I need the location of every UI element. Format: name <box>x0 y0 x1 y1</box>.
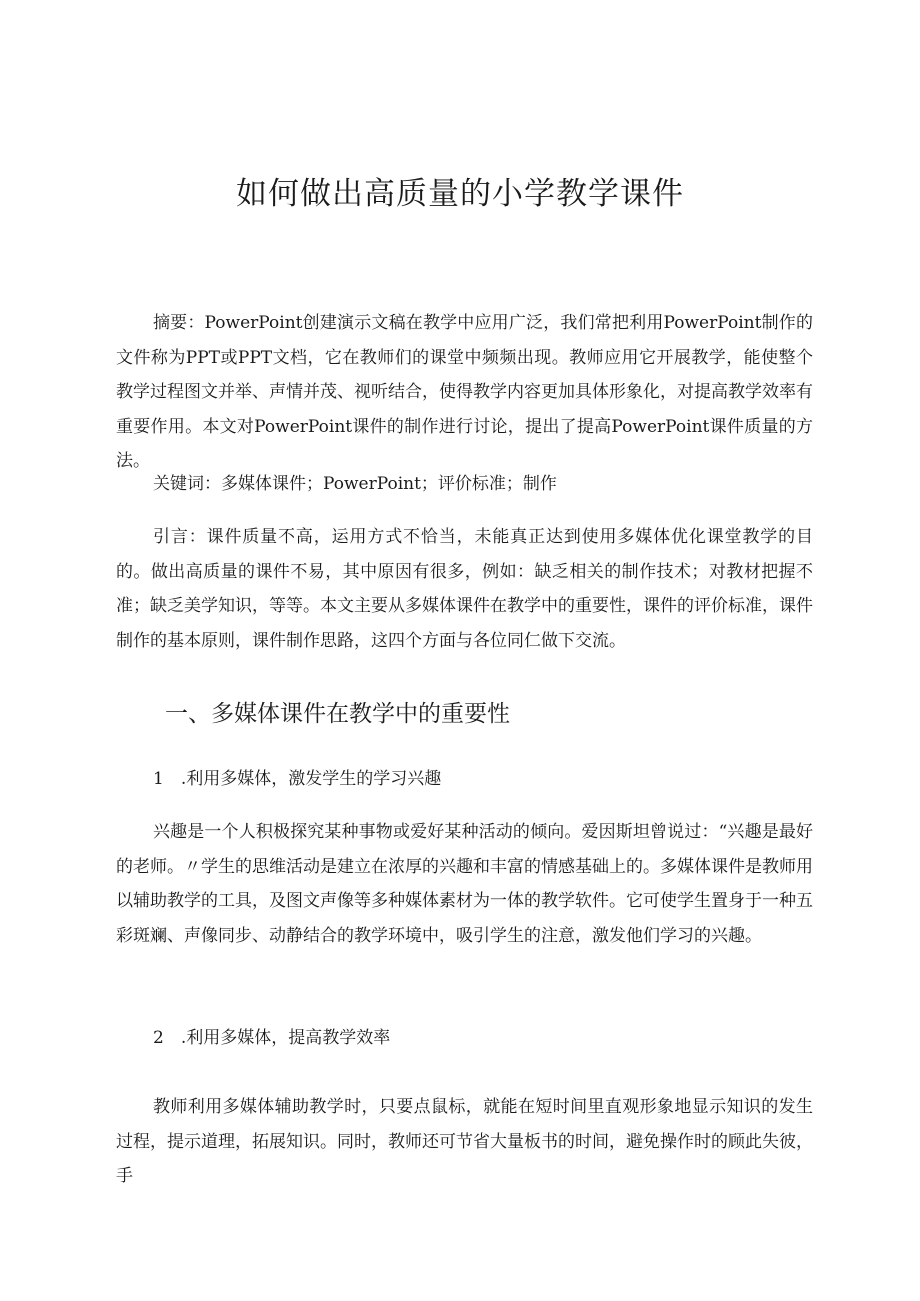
subsection-1-paragraph: 兴趣是一个人积极探究某种事物或爱好某种活动的倾向。爱因斯坦曾说过：“兴趣是最好的老师。〃学生的思维活动是建立在浓厚的兴趣和丰富的情感基础上的。多媒体课件是教师用以辅助教学的工具，及图文声像等多种媒体素材为一体的教学软件。它可使学生置身于一种五彩斑斓、声像同步、动静结合的教学环境中，吸引学生的注意，激发他们学习的兴趣。 <box>116 822 813 946</box>
section-1-heading: 一、多媒体课件在教学中的重要性 <box>165 701 510 727</box>
keywords-line: 关键词：多媒体课件；PowerPoint；评价标准；制作 <box>153 474 557 494</box>
subsection-2-heading: 2 .利用多媒体，提高教学效率 <box>153 1028 391 1048</box>
subsection-2-paragraph: 教师利用多媒体辅助教学时，只要点鼠标，就能在短时间里直观形象地显示知识的发生过程，提示道理，拓展知识。同时，教师还可节省大量板书的时间，避免操作时的顾此失彼，手 <box>116 1097 813 1186</box>
intro-paragraph: 引言：课件质量不高，运用方式不恰当，未能真正达到使用多媒体优化课堂教学的目的。做出高质量的课件不易，其中原因有很多，例如：缺乏相关的制作技术；对教材把握不准；缺乏美学知识，等等。本文主要从多媒体课件在教学中的重要性，课件的评价标准，课件制作的基本原则，课件制作思路，这四个方面与各位同仁做下交流。 <box>116 527 813 651</box>
subsection-1-heading: 1 .利用多媒体，激发学生的学习兴趣 <box>153 769 442 789</box>
abstract-paragraph: 摘要：PowerPoint创建演示文稿在教学中应用广泛，我们常把利用PowerPoint制作的文件称为PPT或PPT文档，它在教师们的课堂中频频出现。教师应用它开展教学，能使整个教学过程图文并举、声情并茂、视听结合，使得教学内容更加具体形象化，对提高教学效率有重要作用。本文对PowerPoint课件的制作进行讨论，提出了提高PowerPoint课件质量的方法。 <box>116 313 813 471</box>
document-title: 如何做出高质量的小学教学课件 <box>236 176 684 212</box>
